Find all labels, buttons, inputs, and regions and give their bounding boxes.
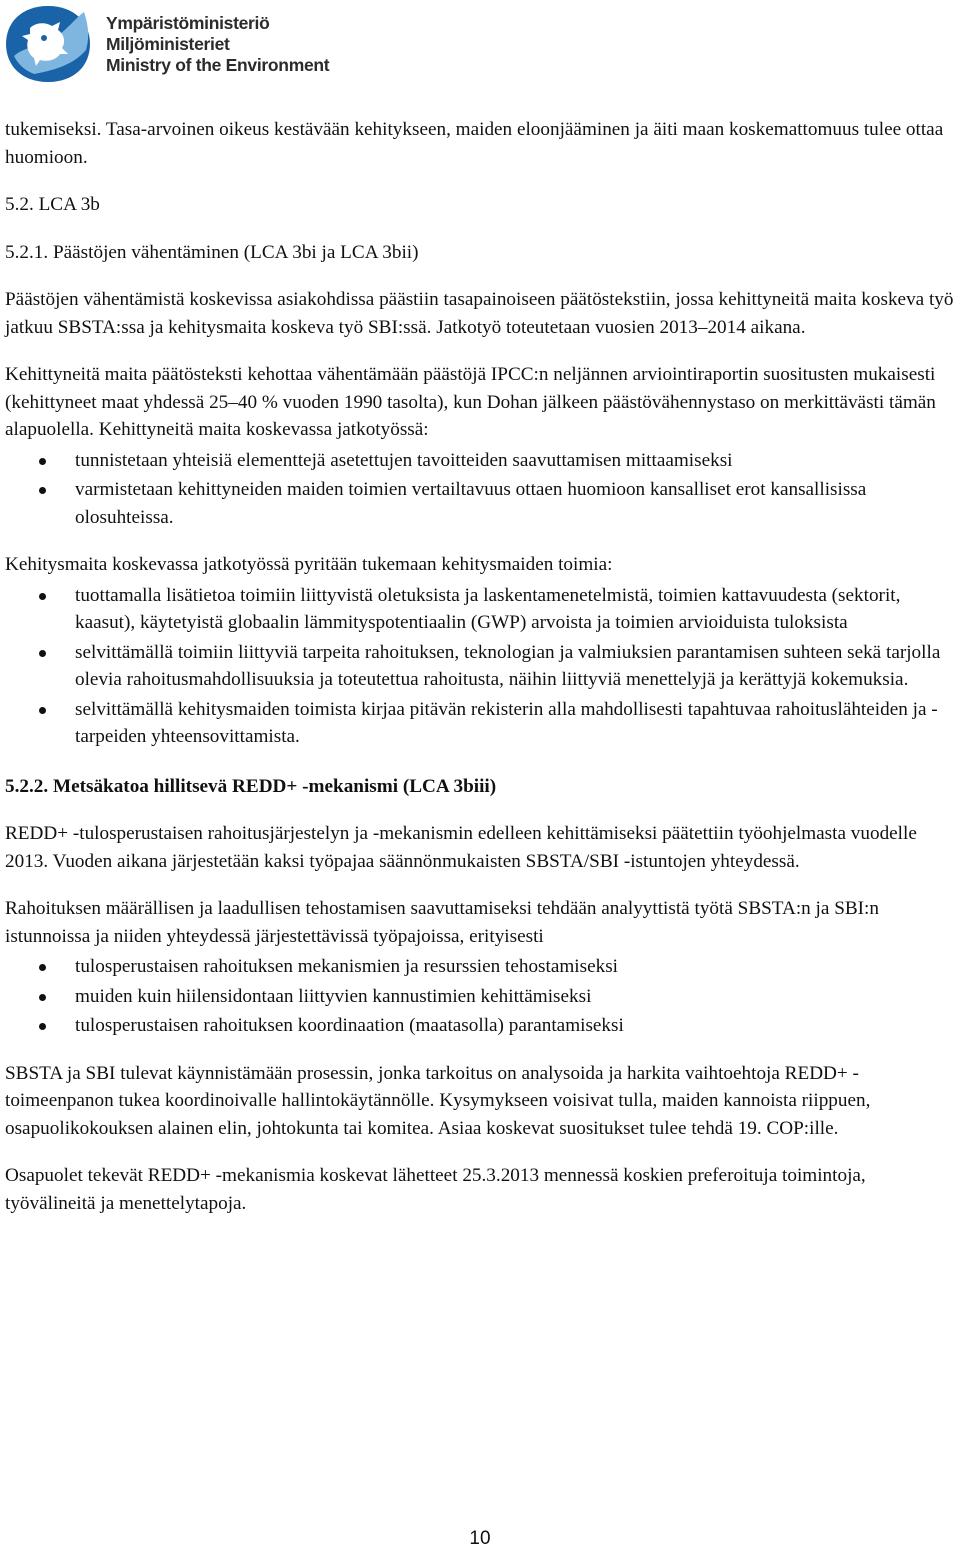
bullet-icon	[39, 1023, 46, 1030]
bullet-icon	[39, 458, 46, 465]
bullet-icon	[39, 994, 46, 1001]
list-item: selvittämällä toimiin liittyviä tarpeita rahoituksen, teknologian ja valmiuksien parantamisen suhteen sekä tarjolla olevia rahoitusmahdollisuuksia ja toteutettua rahoitusta, näihin liittyviä menettelyjä ja kerättyjä kokemuksia.	[5, 639, 955, 694]
bullet-icon	[39, 964, 46, 971]
intro-continuation: tukemiseksi. Tasa-arvoinen oikeus kestävään kehitykseen, maiden eloonjääminen ja äiti maan koskemattomuus tulee ottaa huomioon.	[5, 119, 944, 168]
list-item: tunnistetaan yhteisiä elementtejä asetettujen tavoitteiden saavuttamisen mittaamiseksi	[5, 447, 955, 475]
section-heading-5-2-2: 5.2.2. Metsäkatoa hillitsevä REDD+ -mekanismi (LCA 3biii)	[5, 775, 497, 797]
section-heading-5-2: 5.2. LCA 3b	[5, 194, 100, 215]
ministry-name-logotype	[106, 13, 329, 76]
paragraph-emissions-agreement: Päästöjen vähentämistä koskevissa asiakohdissa päästiin tasapainoiseen päätöstekstiin, jossa kehittyneitä maita koskeva työ jatkuu SBSTA:ssa ja kehitysmaita koskeva työ SBI:ssä. Jatkotyö toteutetaan vuosien 2013–2014 aikana.	[5, 289, 954, 338]
list-item: varmistetaan kehittyneiden maiden toimien vertailtavuus ottaen huomioon kansalliset erot kansallisissa olosuhteissa.	[5, 476, 955, 531]
ministry-lion-emblem-icon	[4, 4, 92, 84]
list-item: tuottamalla lisätietoa toimiin liittyvistä oletuksista ja laskentamenetelmistä, toimien kattavuudesta (sektorit, kaasut), käytetyistä globaalin lämmityspotentiaalin (GWP) arvoista ja toimien arvioiduista tuloksista	[5, 582, 955, 637]
list-item: muiden kuin hiilensidontaan liittyvien kannustimien kehittämiseksi	[5, 983, 955, 1011]
page-number: 10	[469, 1528, 491, 1549]
bullet-icon	[39, 650, 46, 657]
paragraph-redd-work-programme: REDD+ -tulosperustaisen rahoitusjärjestelyn ja -mekanismin edelleen kehittämiseksi päätettiin työohjelmasta vuodelle 2013. Vuoden aikana järjestetään kaksi työpajaa säännönmukaisten SBSTA/SBI -istuntojen yhteydessä.	[5, 823, 917, 872]
ministry-header	[4, 4, 329, 84]
bullet-icon	[39, 487, 46, 494]
list-redd-finance-topics	[5, 953, 955, 1040]
paragraph-developed-countries: Kehittyneitä maita päätösteksti kehottaa vähentämään päästöjä IPCC:n neljännen arviointiraportin suositusten mukaisesti (kehittyneet maat yhdessä 25–40 % vuoden 1990 tasolta), kun Dohan jälkeen päästövähennystaso on merkittävästi tämän alapuolella. Kehittyneitä maita koskevassa jatkotyössä:	[5, 364, 936, 440]
list-item: tulosperustaisen rahoituksen mekanismien ja resurssien tehostamiseksi	[5, 953, 955, 981]
bullet-icon	[39, 707, 46, 714]
logo-line-finnish: Ympäristöministeriö	[106, 12, 270, 33]
paragraph-redd-submissions: Osapuolet tekevät REDD+ -mekanismia koskevat lähetteet 25.3.2013 mennessä koskien preferoituja toimintoja, työvälineitä ja menettelytapoja.	[5, 1165, 866, 1214]
list-item: tulosperustaisen rahoituksen koordinaation (maatasolla) parantamiseksi	[5, 1012, 955, 1040]
list-developing-countries-work	[5, 582, 955, 751]
logo-line-swedish: Miljöministeriet	[106, 33, 230, 54]
paragraph-developing-countries: Kehitysmaita koskevassa jatkotyössä pyritään tukemaan kehitysmaiden toimia:	[5, 554, 613, 575]
paragraph-redd-finance: Rahoituksen määrällisen ja laadullisen tehostamisen saavuttamiseksi tehdään analyyttistä työtä SBSTA:n ja SBI:n istunnoissa ja niiden yhteydessä järjestettävissä työpajoissa, erityisesti	[5, 898, 879, 947]
paragraph-redd-governance: SBSTA ja SBI tulevat käynnistämään prosessin, jonka tarkoitus on analysoida ja harkita vaihtoehtoja REDD+ -toimeenpanon tukea koordinoivalle hallintokäytännölle. Kysymykseen voisivat tulla, maiden kannoista riippuen, osapuolikokouksen alainen elin, johtokunta tai komitea. Asiaa koskevat suositukset tulee tehdä 19. COP:ille.	[5, 1062, 871, 1139]
bullet-icon	[39, 593, 46, 600]
document-body	[5, 116, 955, 1217]
logo-line-english: Ministry of the Environment	[106, 54, 330, 75]
list-item: selvittämällä kehitysmaiden toimista kirjaa pitävän rekisterin alla mahdollisesti tapahtuvaa rahoituslähteiden ja -tarpeiden yhteensovittamista.	[5, 696, 955, 751]
list-developed-countries-work	[5, 447, 955, 532]
section-heading-5-2-1: 5.2.1. Päästöjen vähentäminen (LCA 3bi ja LCA 3bii)	[5, 241, 419, 263]
